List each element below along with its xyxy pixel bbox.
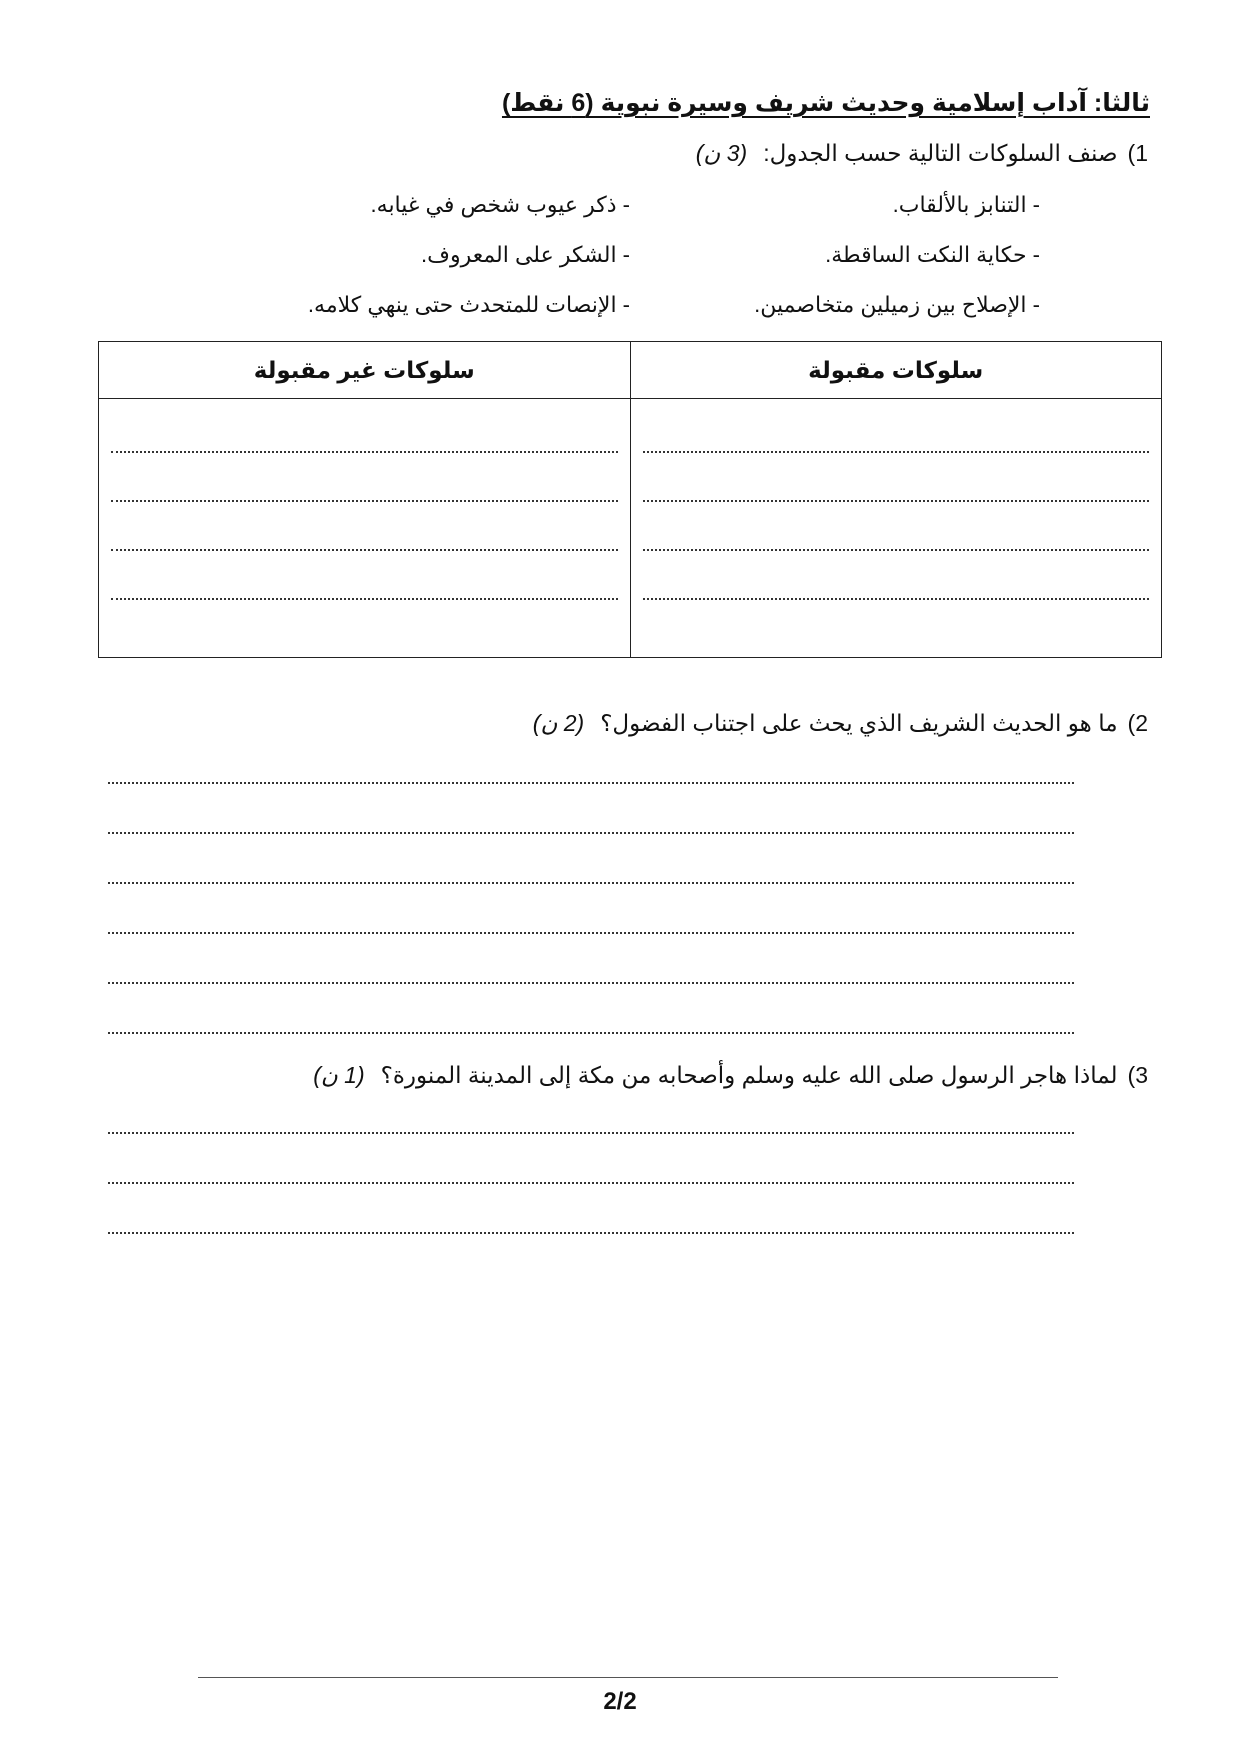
answer-line[interactable] — [108, 1182, 1074, 1184]
acceptable-answer-cell[interactable] — [630, 399, 1162, 658]
question-3-text: لماذا هاجر الرسول صلى الله عليه وسلم وأصحابه من مكة إلى المدينة المنورة؟ — [380, 1062, 1118, 1088]
question-1 — [696, 140, 1148, 167]
question-1-number: 1) — [1127, 140, 1148, 166]
answer-line[interactable] — [111, 519, 618, 568]
section-title: ثالثا: آداب إسلامية وحديث شريف وسيرة نبوية (6 نقط) — [501, 89, 1150, 117]
sorting-table — [98, 341, 1162, 658]
answer-line[interactable] — [108, 882, 1074, 884]
answer-line[interactable] — [108, 1132, 1074, 1134]
question-1-text: صنف السلوكات التالية حسب الجدول: — [763, 140, 1118, 166]
question-2-number: 2) — [1127, 710, 1148, 736]
page-number: 2/2 — [603, 1688, 637, 1715]
answer-line[interactable] — [108, 832, 1074, 834]
question-2-text: ما هو الحديث الشريف الذي يحث على اجتناب الفضول؟ — [600, 710, 1118, 736]
header-acceptable: سلوكات مقبولة — [630, 342, 1162, 399]
answer-line[interactable] — [108, 1032, 1074, 1034]
question-1-points: (3 ن) — [695, 140, 748, 166]
answer-line[interactable] — [108, 932, 1074, 934]
answer-line[interactable] — [643, 568, 1150, 617]
unacceptable-answer-cell[interactable] — [99, 399, 631, 658]
header-unacceptable: سلوكات غير مقبولة — [99, 342, 631, 399]
footer-divider — [198, 1677, 1058, 1678]
option-item: - الإصلاح بين زميلين متخاصمين. — [754, 292, 1040, 317]
option-item: - الشكر على المعروف. — [421, 242, 630, 267]
question-3-number: 3) — [1127, 1062, 1148, 1088]
answer-line[interactable] — [108, 782, 1074, 784]
answer-line[interactable] — [108, 982, 1074, 984]
option-item: - الإنصات للمتحدث حتى ينهي كلامه. — [307, 292, 630, 317]
option-item: - حكاية النكت الساقطة. — [825, 242, 1040, 267]
question-3 — [313, 1062, 1148, 1089]
answer-line[interactable] — [643, 519, 1150, 568]
answer-line[interactable] — [643, 421, 1150, 470]
question-2-points: (2 ن) — [532, 710, 585, 736]
answer-line[interactable] — [111, 568, 618, 617]
answer-line[interactable] — [111, 421, 618, 470]
answer-line[interactable] — [643, 470, 1150, 519]
question-2 — [533, 710, 1148, 737]
question-3-points: (1 ن) — [313, 1062, 365, 1088]
answer-line[interactable] — [111, 470, 618, 519]
option-item: - ذكر عيوب شخص في غيابه. — [370, 192, 630, 217]
answer-line[interactable] — [108, 1232, 1074, 1234]
option-item: - التنابز بالألقاب. — [892, 192, 1040, 217]
